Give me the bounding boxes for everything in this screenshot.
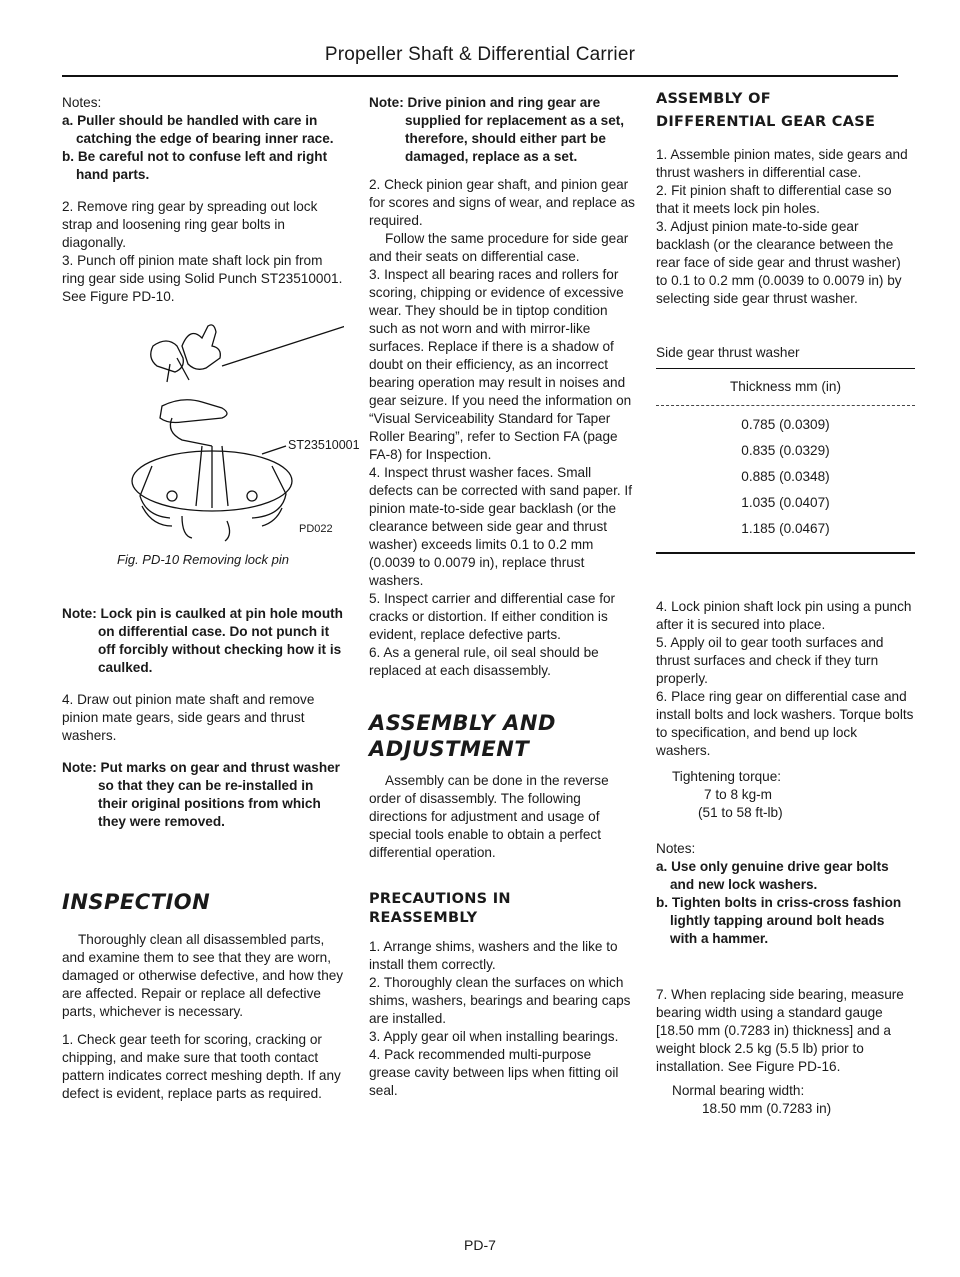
assembly-of-heading-line1: ASSEMBLY OF bbox=[656, 91, 771, 107]
precautions-heading-line2: REASSEMBLY bbox=[369, 910, 478, 926]
step-4: 4. Draw out pinion mate shaft and remove pinion mate gears, side gears and thrust washers. bbox=[62, 692, 315, 743]
thrust-washer-table bbox=[656, 344, 915, 554]
assembly-step-1: 1. Assemble pinion mates, side gears and thrust washers in differential case. bbox=[656, 147, 908, 180]
assembly-step-3: 3. Adjust pinion mate-to-side gear backlash (or the clearance between the rear face of side gear and thrust washer) to 0.1 to 0.2 mm (0.0039 to 0.0079 in) by selecting side gear thrust washer. bbox=[656, 219, 902, 306]
assembly-intro: Assembly can be done in the reverse order of disassembly. The following directions for adjustment and usage of special tools enable to obtain a perfect differential operation. bbox=[369, 773, 609, 860]
note-b: b. Be careful not to confuse left and right hand parts. bbox=[62, 149, 328, 182]
table-row: 0.785 (0.0309) bbox=[741, 417, 830, 432]
precaution-4: 4. Pack recommended multi-purpose grease cavity between lips when fitting oil seal. bbox=[369, 1047, 619, 1098]
note-a-col3: a. Use only genuine drive gear bolts and new lock washers. bbox=[656, 859, 889, 892]
table-row: 1.185 (0.0467) bbox=[741, 521, 830, 536]
torque-label: Tightening torque: bbox=[672, 769, 782, 784]
bearing-width-label: Normal bearing width: bbox=[672, 1083, 805, 1098]
note-b-col3: b. Tighten bolts in criss-cross fashion lightly tapping around bolt heads with a hammer. bbox=[656, 895, 902, 946]
column-1 bbox=[62, 90, 360, 1103]
assembly-step-7: 7. When replacing side bearing, measure bearing width using a standard gauge [18.50 mm (0.7283 in) thickness] and a weight block 2.5 kg (5.5 lb) prior to installation. See Figure PD-16. bbox=[656, 987, 904, 1074]
assembly-step-4: 4. Lock pinion shaft lock pin using a punch after it is secured into place. bbox=[656, 599, 912, 632]
figure-caption: Fig. PD-10 Removing lock pin bbox=[117, 552, 289, 567]
step-2: 2. Remove ring gear by spreading out lock strap and loosening ring gear bolts in diagonally. bbox=[62, 199, 318, 250]
inspection-item-4: 4. Inspect thrust washer faces. Small defects can be corrected with sand paper. If pinion mate-to-side gear backlash (or the clearance between side gear and thrust washer) exceeds limits 0.1 to 0.2 mm (0.0039 to 0.0079 in), replace thrust washers. bbox=[369, 465, 632, 588]
table-row: 0.885 (0.0348) bbox=[741, 469, 830, 484]
assembly-step-6: 6. Place ring gear on differential case and install bolts and lock washers. Torque bolts to specification, and bend up lock washers. bbox=[656, 689, 914, 758]
torque-value-imperial: (51 to 58 ft-lb) bbox=[698, 805, 783, 820]
notes-title: Notes: bbox=[62, 95, 102, 110]
precaution-1: 1. Arrange shims, washers and the like to install them correctly. bbox=[369, 939, 618, 972]
precaution-3: 3. Apply gear oil when installing bearings. bbox=[369, 1029, 619, 1044]
inspection-intro: Thoroughly clean all disassembled parts, and examine them to see that they are worn, damaged or otherwise defective, and how they are affected. Repair or replace all defective parts, whichever is necessary. bbox=[62, 932, 344, 1019]
figure-pd10 bbox=[62, 306, 360, 551]
page-number: PD-7 bbox=[464, 1237, 496, 1253]
note-a: a. Puller should be handled with care in catching the edge of bearing inner race. bbox=[62, 113, 334, 146]
table-title: Side gear thrust washer bbox=[656, 345, 800, 360]
page-header-title: Propeller Shaft & Differential Carrier bbox=[324, 44, 636, 65]
assembly-heading-line2: ADJUSTMENT bbox=[369, 737, 530, 761]
table-row: 1.035 (0.0407) bbox=[741, 495, 830, 510]
inspection-item-6: 6. As a general rule, oil seal should be replaced at each disassembly. bbox=[369, 645, 599, 678]
note-drive-pinion: Note: Drive pinion and ring gear are supplied for replacement as a set, therefore, should either part be damaged, replace as a set. bbox=[369, 95, 625, 164]
note-marks: Note: Put marks on gear and thrust washer so that they can be re-installed in their original positions from which they were removed. bbox=[62, 760, 340, 829]
inspection-item-5: 5. Inspect carrier and differential case for cracks or distortion. If either condition is evident, replace defective parts. bbox=[369, 591, 616, 642]
step-3: 3. Punch off pinion mate shaft lock pin from ring gear side using Solid Punch ST23510001. See Figure PD-10. bbox=[62, 253, 343, 304]
torque-value-metric: 7 to 8 kg-m bbox=[704, 787, 772, 802]
inspection-item-2b: Follow the same procedure for side gear and their seats on differential case. bbox=[369, 231, 629, 264]
column-3 bbox=[656, 90, 915, 1118]
assembly-step-2: 2. Fit pinion shaft to differential case so that it meets lock pin holes. bbox=[656, 183, 892, 216]
inspection-item-3: 3. Inspect all bearing races and rollers for scoring, chipping or evidence of excessive wear. They should be in tiptop condition such as not worn and with mirror-like surfaces. Replace if there is a shadow of doubt on their efficiency, as an incorrect bearing operation may result in noises and gear seizure. If you need the information on “Visual Serviceability Standard for Taper Roller Bearing”, refer to Section FA (page FA-8) for Inspection. bbox=[369, 267, 632, 462]
tool-label: ST23510001 bbox=[288, 438, 360, 452]
bearing-width-value: 18.50 mm (0.7283 in) bbox=[702, 1101, 832, 1116]
table-row: 0.835 (0.0329) bbox=[741, 443, 830, 458]
assembly-of-heading-line2: DIFFERENTIAL GEAR CASE bbox=[656, 114, 876, 130]
column-2 bbox=[369, 90, 636, 1100]
figure-code: PD022 bbox=[299, 523, 333, 535]
notes-title-col3: Notes: bbox=[656, 841, 696, 856]
assembly-heading-line1: ASSEMBLY AND bbox=[369, 711, 556, 735]
precautions-heading-line1: PRECAUTIONS IN bbox=[369, 891, 511, 907]
lock-pin-removal-illustration bbox=[62, 306, 344, 551]
inspection-heading: INSPECTION bbox=[62, 890, 211, 914]
header-rule bbox=[62, 75, 898, 77]
inspection-item-1: 1. Check gear teeth for scoring, cracking or chipping, and make sure that tooth contact pattern indicates correct meshing depth. If any defect is evident, replace parts as required. bbox=[62, 1032, 341, 1101]
assembly-step-5: 5. Apply oil to gear tooth surfaces and thrust surfaces and check if they turn properly. bbox=[656, 635, 884, 686]
table-header: Thickness mm (in) bbox=[729, 379, 842, 394]
inspection-item-2: 2. Check pinion gear shaft, and pinion gear for scores and signs of wear, and replace as required. bbox=[369, 177, 635, 228]
precaution-2: 2. Thoroughly clean the surfaces on which shims, washers, bearings and bearing caps are installed. bbox=[369, 975, 631, 1026]
note-lock-pin: Note: Lock pin is caulked at pin hole mouth on differential case. Do not punch it off forcibly without checking how it is caulked. bbox=[62, 606, 343, 675]
